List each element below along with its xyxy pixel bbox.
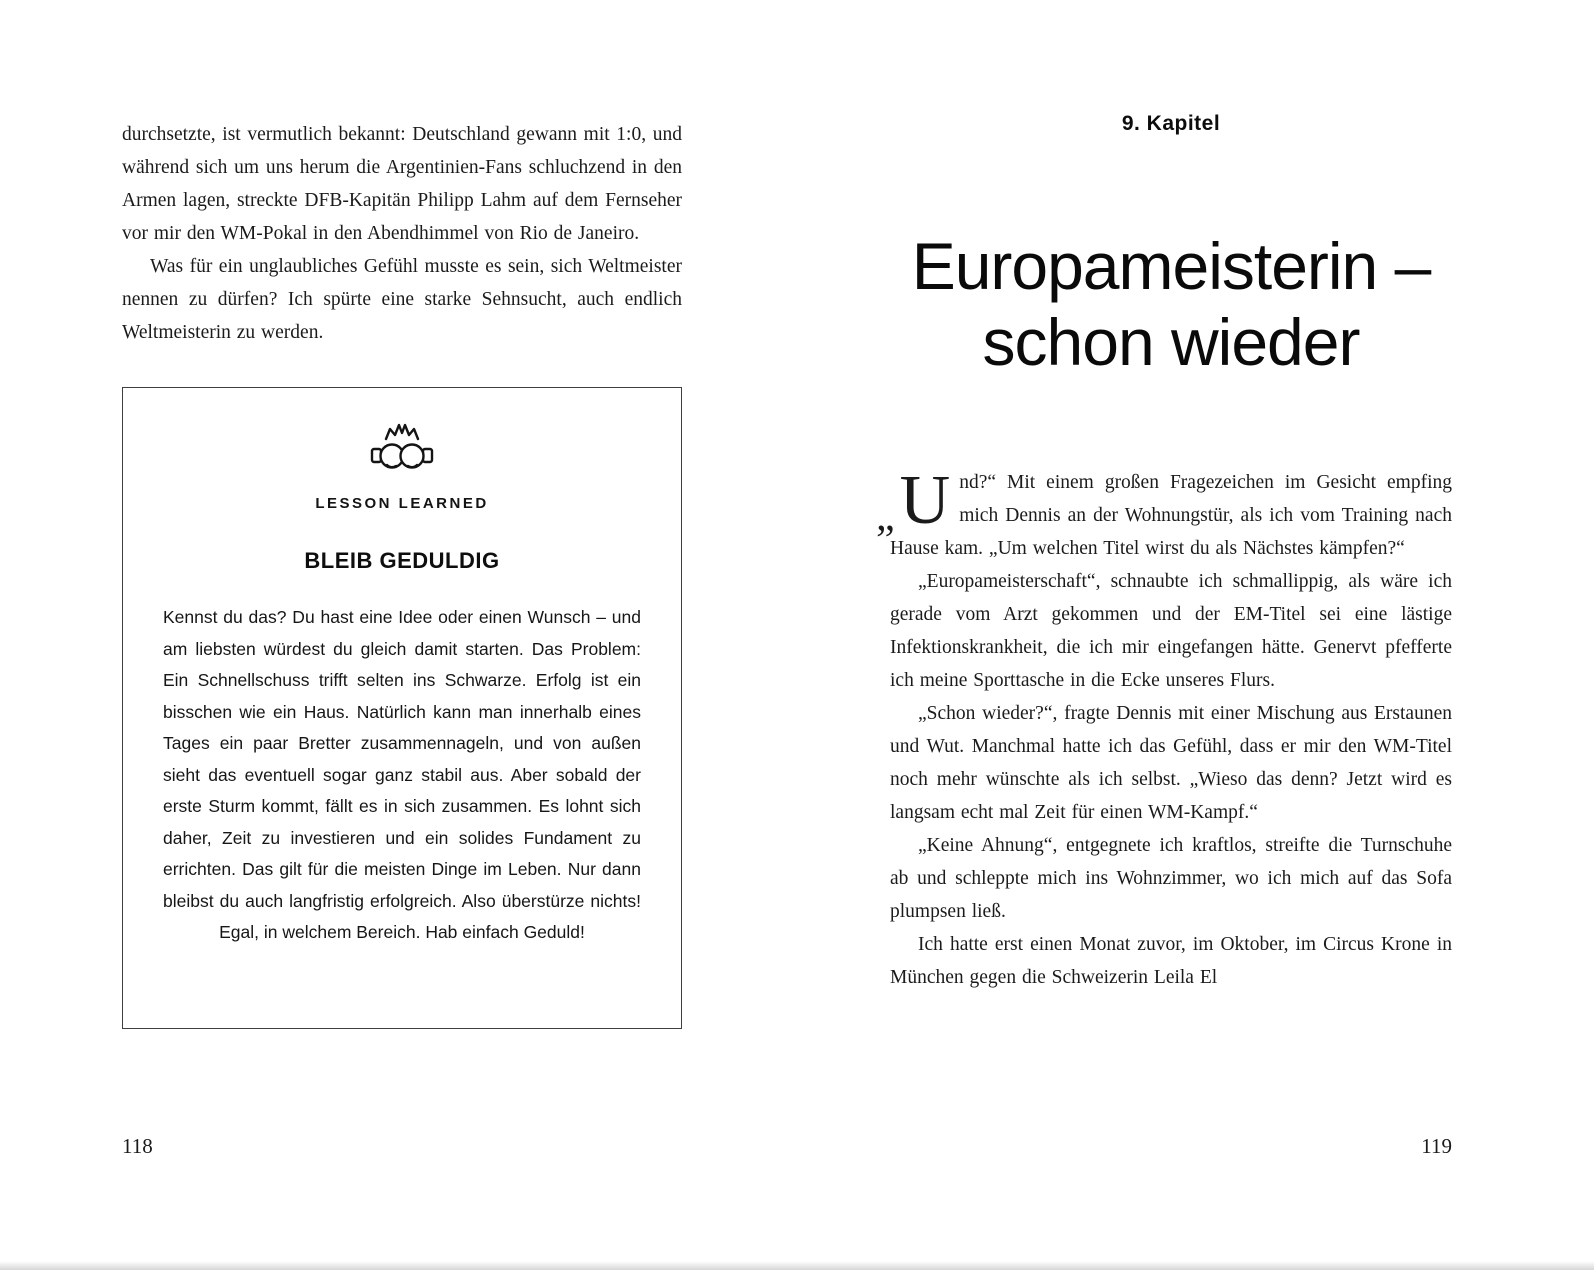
paragraph-text: nd?“ Mit einem großen Fragezeichen im Gesicht empfing mich Dennis an der Wohnungstür, als ich vom Training nach Hause kam. „Um welchen Titel wirst du als Nächstes kämpfen?“ xyxy=(890,472,1452,559)
left-page xyxy=(122,118,682,1029)
right-page xyxy=(876,112,1452,994)
chapter-title xyxy=(890,228,1452,380)
body-paragraph: durchsetzte, ist vermutlich bekannt: Deutschland gewann mit 1:0, und während sich um uns herum die Argentinien-Fans schluchzend in den Armen lagen, streckte DFB-Kapitän Philipp Lahm auf dem Fernseher vor mir den WM-Pokal in den Abendhimmel von Rio de Janeiro. xyxy=(122,124,682,244)
lesson-body: Kennst du das? Du hast eine Idee oder einen Wunsch – und am liebsten würdest du gleich damit starten. Das Problem: Ein Schnellschuss trifft selten ins Schwarze. Erfolg ist ein bisschen wie ein Haus. Natürlich kann man innerhalb eines Tages ein paar Bretter zusammennageln, und von außen sieht das eventuell sogar ganz stabil aus. Aber sobald der erste Sturm kommt, fällt es in sich zusammen. Es lohnt sich daher, Zeit zu investieren und ein solides Fundament zu errichten. Das gilt für die meisten Dinge im Leben. Nur dann bleibst du auch langfristig erfolgreich. Also überstürze nichts! Egal, in welchem Bereich. Hab einfach Geduld! xyxy=(163,607,641,942)
chapter-title-line: Europameisterin – xyxy=(911,229,1431,303)
body-paragraph: Was für ein unglaubliches Gefühl musste es sein, sich Weltmeister nennen zu dürfen? Ich spürte eine starke Sehnsucht, auch endlich Weltmeisterin zu werden. xyxy=(122,256,682,343)
lesson-learned-label: LESSON LEARNED xyxy=(315,495,489,512)
chapter-body xyxy=(876,462,1452,994)
page-number-left: 118 xyxy=(122,1134,153,1158)
lesson-learned-box xyxy=(122,387,682,1029)
boxing-gloves-icon xyxy=(362,422,442,478)
page-edge-shadow xyxy=(0,1261,1594,1270)
body-paragraph: Ich hatte erst einen Monat zuvor, im Oktober, im Circus Krone in München gegen die Schweizerin Leila El xyxy=(890,934,1452,988)
body-paragraph: „Keine Ahnung“, entgegnete ich kraftlos, streifte die Turnschuhe ab und schleppte mich ins Wohnzimmer, wo ich mich auf das Sofa plumpsen ließ. xyxy=(890,835,1452,922)
body-paragraph xyxy=(876,462,1452,565)
page-number-right: 119 xyxy=(1421,1134,1452,1158)
body-paragraph: „Schon wieder?“, fragte Dennis mit einer Mischung aus Erstaunen und Wut. Manchmal hatte ich das Gefühl, dass er mir den WM-Titel noch mehr wünschte als ich selbst. „Wieso das denn? Jetzt wird es langsam echt mal Zeit für einen WM-Kampf.“ xyxy=(890,703,1452,823)
body-paragraph: „Europameisterschaft“, schnaubte ich schmallippig, als wäre ich gerade vom Arzt gekommen und der EM-Titel sei eine lästige Infektionskrankheit, die ich mir eingefangen hätte. Genervt pfefferte ich meine Sporttasche in die Ecke unseres Flurs. xyxy=(890,571,1452,691)
opening-quote: „ xyxy=(876,493,895,540)
lesson-title: BLEIB GEDULDIG xyxy=(304,548,500,573)
chapter-number-label: 9. Kapitel xyxy=(1121,112,1221,135)
drop-cap-letter: U xyxy=(899,462,951,540)
chapter-title-line: schon wieder xyxy=(982,305,1360,379)
drop-cap xyxy=(876,462,951,540)
